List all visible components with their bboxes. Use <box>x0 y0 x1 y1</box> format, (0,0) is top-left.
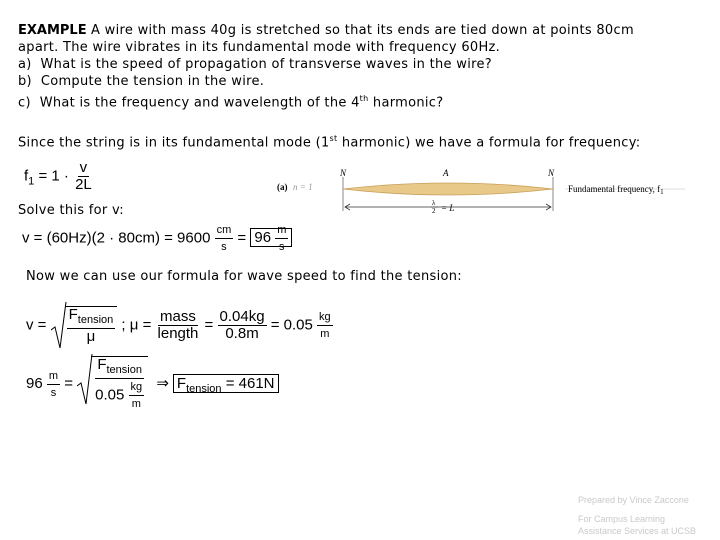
question-a: a) What is the speed of propagation of transverse waves in the wire? <box>18 57 492 72</box>
implies-arrow: ⇒ <box>156 374 169 392</box>
antinode-label: A <box>443 168 449 178</box>
speed-answer-box: 96 $\frac{m}{s}$ <box>250 228 292 247</box>
node-left-label: N <box>340 168 347 178</box>
question-c: c) What is the frequency and wavelength of the 4th harmonic? <box>18 94 444 111</box>
fundamental-caption: Fundamental frequency, $f_1$ <box>568 184 664 196</box>
wave-speed-formula: v = $\frac{F_{tension}}{\mu}$ ; μ = $\frac{\text{mass}}{\text{length}}$ = $\frac{0.04kg}{0.8m}$ = 0.05 $\frac{kg}{m}$ <box>26 306 333 345</box>
speed-calculation: v = (60Hz)(2 · 80cm) = 9600 $\frac{cm}{s}$ = 96 $\frac{m}{s}$ <box>22 222 292 255</box>
tension-intro: Now we can use our formula for wave speed to find the tension: <box>26 269 462 284</box>
node-right-label: N <box>548 168 555 178</box>
example-label: EXAMPLE <box>18 23 87 38</box>
fundamental-intro: Since the string is in its fundamental mode (1st harmonic) we have a formula for frequency: <box>18 134 641 151</box>
problem-line-2: apart. The wire vibrates in its fundamental mode with frequency 60Hz. <box>18 40 501 55</box>
dimension-two: 2 <box>432 207 436 215</box>
credit-line-2: For Campus Learning <box>578 514 666 524</box>
problem-line-1: EXAMPLE A wire with mass 40g is stretched so that its ends are tied down at points 80cm <box>18 23 634 38</box>
dimension-equals-L: = L <box>441 203 455 213</box>
tension-sqrt-sign: $F_{tension}$ 0.05 $\frac{kg}{m}$ <box>77 356 148 412</box>
diagram-label-a: (a) <box>277 182 288 192</box>
sqrt-sign: $\frac{F_{tension}}{\mu}$ <box>51 306 118 345</box>
tension-solution: 96 $\frac{m}{s}$ = $F_{tension}$ 0.05 $\frac{kg}{m}$ ⇒ $F_{tension} = 461N$ <box>26 356 279 412</box>
standing-wave-diagram <box>275 165 695 215</box>
vibrating-string <box>343 183 553 195</box>
frequency-formula: $f_1 = 1$ · $\frac{v}{2L}$ <box>24 159 92 193</box>
credit-prepared-by: Prepared by Vince Zaccone <box>578 495 689 505</box>
question-b: b) Compute the tension in the wire. <box>18 74 265 89</box>
solve-for-v: Solve this for v: <box>18 203 124 218</box>
tension-answer-box: $F_{tension} = 461N$ <box>173 374 279 393</box>
credit-line-3: Assistance Services at UCSB <box>578 526 697 536</box>
mode-number-label: n = 1 <box>293 182 313 192</box>
dimension-lambda: λ <box>432 199 436 207</box>
